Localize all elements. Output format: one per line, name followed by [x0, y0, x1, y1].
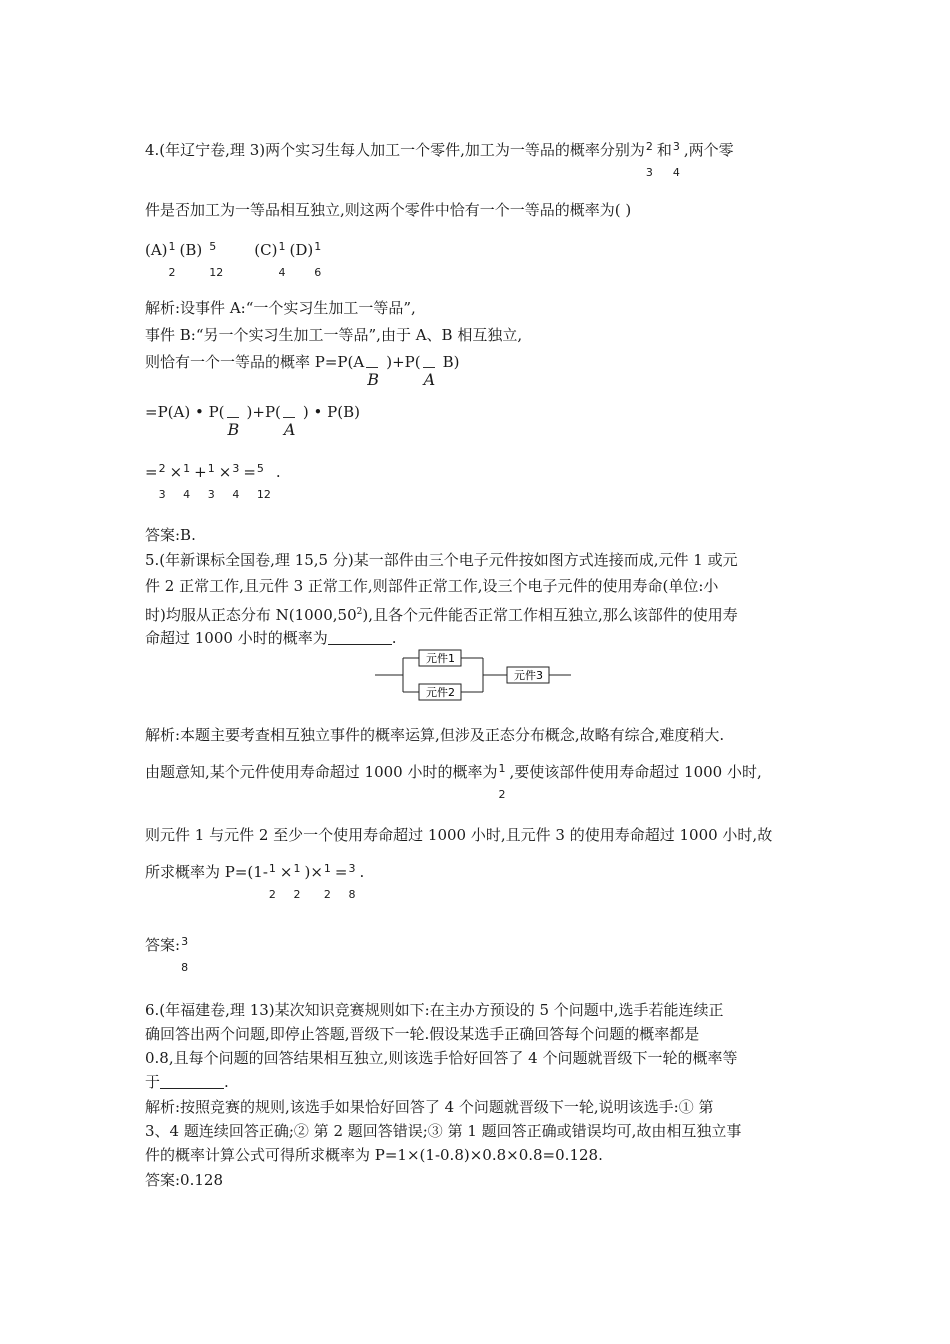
- fraction: 1 2: [323, 862, 331, 901]
- q5-line4: 命超过 1000 小时的概率为 .: [145, 629, 397, 647]
- q5-solution-3: 则元件 1 与元件 2 至少一个使用寿命超过 1000 小时,且元件 3 的使用寿命超过 1000 小时,故: [145, 826, 773, 844]
- option-b-label: (B): [179, 241, 203, 259]
- fraction: 1 4: [183, 462, 191, 501]
- q4-solution-4: =P(A) • P( B )+P( A ) • P(B): [145, 403, 360, 439]
- q4-and: 和: [656, 141, 672, 159]
- component-3-label: 元件3: [514, 669, 543, 682]
- option-d-label: (D): [289, 241, 314, 259]
- component-2-label: 元件2: [426, 686, 455, 699]
- fraction: 1 2: [498, 762, 506, 801]
- fraction: 5 12: [256, 462, 271, 501]
- complement-b: B: [364, 352, 386, 372]
- q6-solution-3: 件的概率计算公式可得所求概率为 P=1×(1-0.8)×0.8×0.8=0.128.: [145, 1146, 603, 1164]
- q5-solution-1: 解析:本题主要考查相互独立事件的概率运算,但涉及正态分布概念,故略有综合,难度稍大.: [145, 726, 725, 744]
- fraction: 3 4: [232, 462, 240, 501]
- complement-a: A: [281, 402, 303, 422]
- fraction: 1 6: [314, 240, 322, 279]
- q4-solution-3: 则恰有一个一等品的概率 P=P(A B )+P( A B): [145, 353, 460, 389]
- fraction: 2 3: [645, 140, 653, 179]
- q6-line1: 6.(年福建卷,理 13)某次知识竞赛规则如下:在主办方预设的 5 个问题中,选手若能连续正: [145, 1001, 724, 1019]
- q5-line2: 件 2 正常工作,且元件 3 正常工作,则部件正常工作,设三个电子元件的使用寿命(单位:小: [145, 577, 719, 595]
- q6-line4: 于 .: [145, 1073, 229, 1091]
- fraction: 1 2: [293, 862, 301, 901]
- component-1-label: 元件1: [426, 652, 455, 665]
- option-a-label: (A): [145, 241, 168, 259]
- fraction: 1 4: [278, 240, 286, 279]
- q6-answer: 答案:0.128: [145, 1171, 223, 1189]
- fraction: 3 8: [348, 862, 356, 901]
- q5-answer: 答案: 3 8: [145, 935, 192, 955]
- fraction: 1 2: [168, 240, 176, 279]
- q6-solution-2: 3、4 题连续回答正确;② 第 2 题回答错误;③ 第 1 题回答正确或错误均可,故由相互独立事: [145, 1122, 742, 1140]
- q4-line2: 件是否加工为一等品相互独立,则这两个零件中恰有一个一等品的概率为( ): [145, 201, 632, 219]
- answer-blank: [160, 1072, 224, 1089]
- q4-text: ,两个零: [683, 141, 734, 159]
- fraction: 5 12: [209, 240, 224, 279]
- fraction: 3 4: [672, 140, 680, 179]
- fraction: 1 2: [268, 862, 276, 901]
- q4-solution-1: 解析:设事件 A:“一个实习生加工一等品”,: [145, 299, 416, 317]
- q4-solution-2: 事件 B:“另一个实习生加工一等品”,由于 A、B 相互独立,: [145, 326, 523, 344]
- fraction: 1 3: [207, 462, 215, 501]
- complement-a: A: [421, 352, 443, 372]
- complement-b: B: [225, 402, 247, 422]
- fraction: 2 3: [158, 462, 166, 501]
- q5-solution-2: 由题意知,某个元件使用寿命超过 1000 小时的概率为 1 2 ,要使该部件使用寿命超过 1000 小时,: [145, 762, 762, 801]
- answer-blank: [328, 628, 392, 645]
- q6-solution-1: 解析:按照竞赛的规则,该选手如果恰好回答了 4 个问题就晋级下一轮,说明该选手:① 第: [145, 1098, 714, 1116]
- q4-options: [145, 240, 325, 279]
- q5-solution-4: 所求概率为 P=(1- 1 2 × 1 2 )× 1 2 = 3 8 .: [145, 862, 365, 901]
- q6-line3: 0.8,且每个问题的回答结果相互独立,则该选手恰好回答了 4 个问题就晋级下一轮的概率等: [145, 1049, 738, 1067]
- q5-line3: 时)均服从正态分布 N(1000,50$^2$),且各个元件能否正常工作相互独立,那么该部件的使用寿: [145, 606, 738, 624]
- q4-line1: [145, 140, 734, 179]
- q5-line1: 5.(年新课标全国卷,理 15,5 分)某一部件由三个电子元件按如图方式连接而成,元件 1 或元: [145, 551, 738, 569]
- q4-answer: 答案:B.: [145, 526, 196, 544]
- q4-text: 4.(年辽宁卷,理 3)两个实习生每人加工一个零件,加工为一等品的概率分别为: [145, 141, 645, 159]
- fraction: 3 8: [181, 935, 189, 974]
- q6-line2: 确回答出两个问题,即停止答题,晋级下一轮.假设某选手正确回答每个问题的概率都是: [145, 1025, 700, 1043]
- circuit-diagram: [375, 645, 575, 705]
- q4-calculation: = 2 3 × 1 4 + 1 3 × 3 4 = 5 12 .: [145, 462, 281, 501]
- option-c-label: (C): [254, 241, 278, 259]
